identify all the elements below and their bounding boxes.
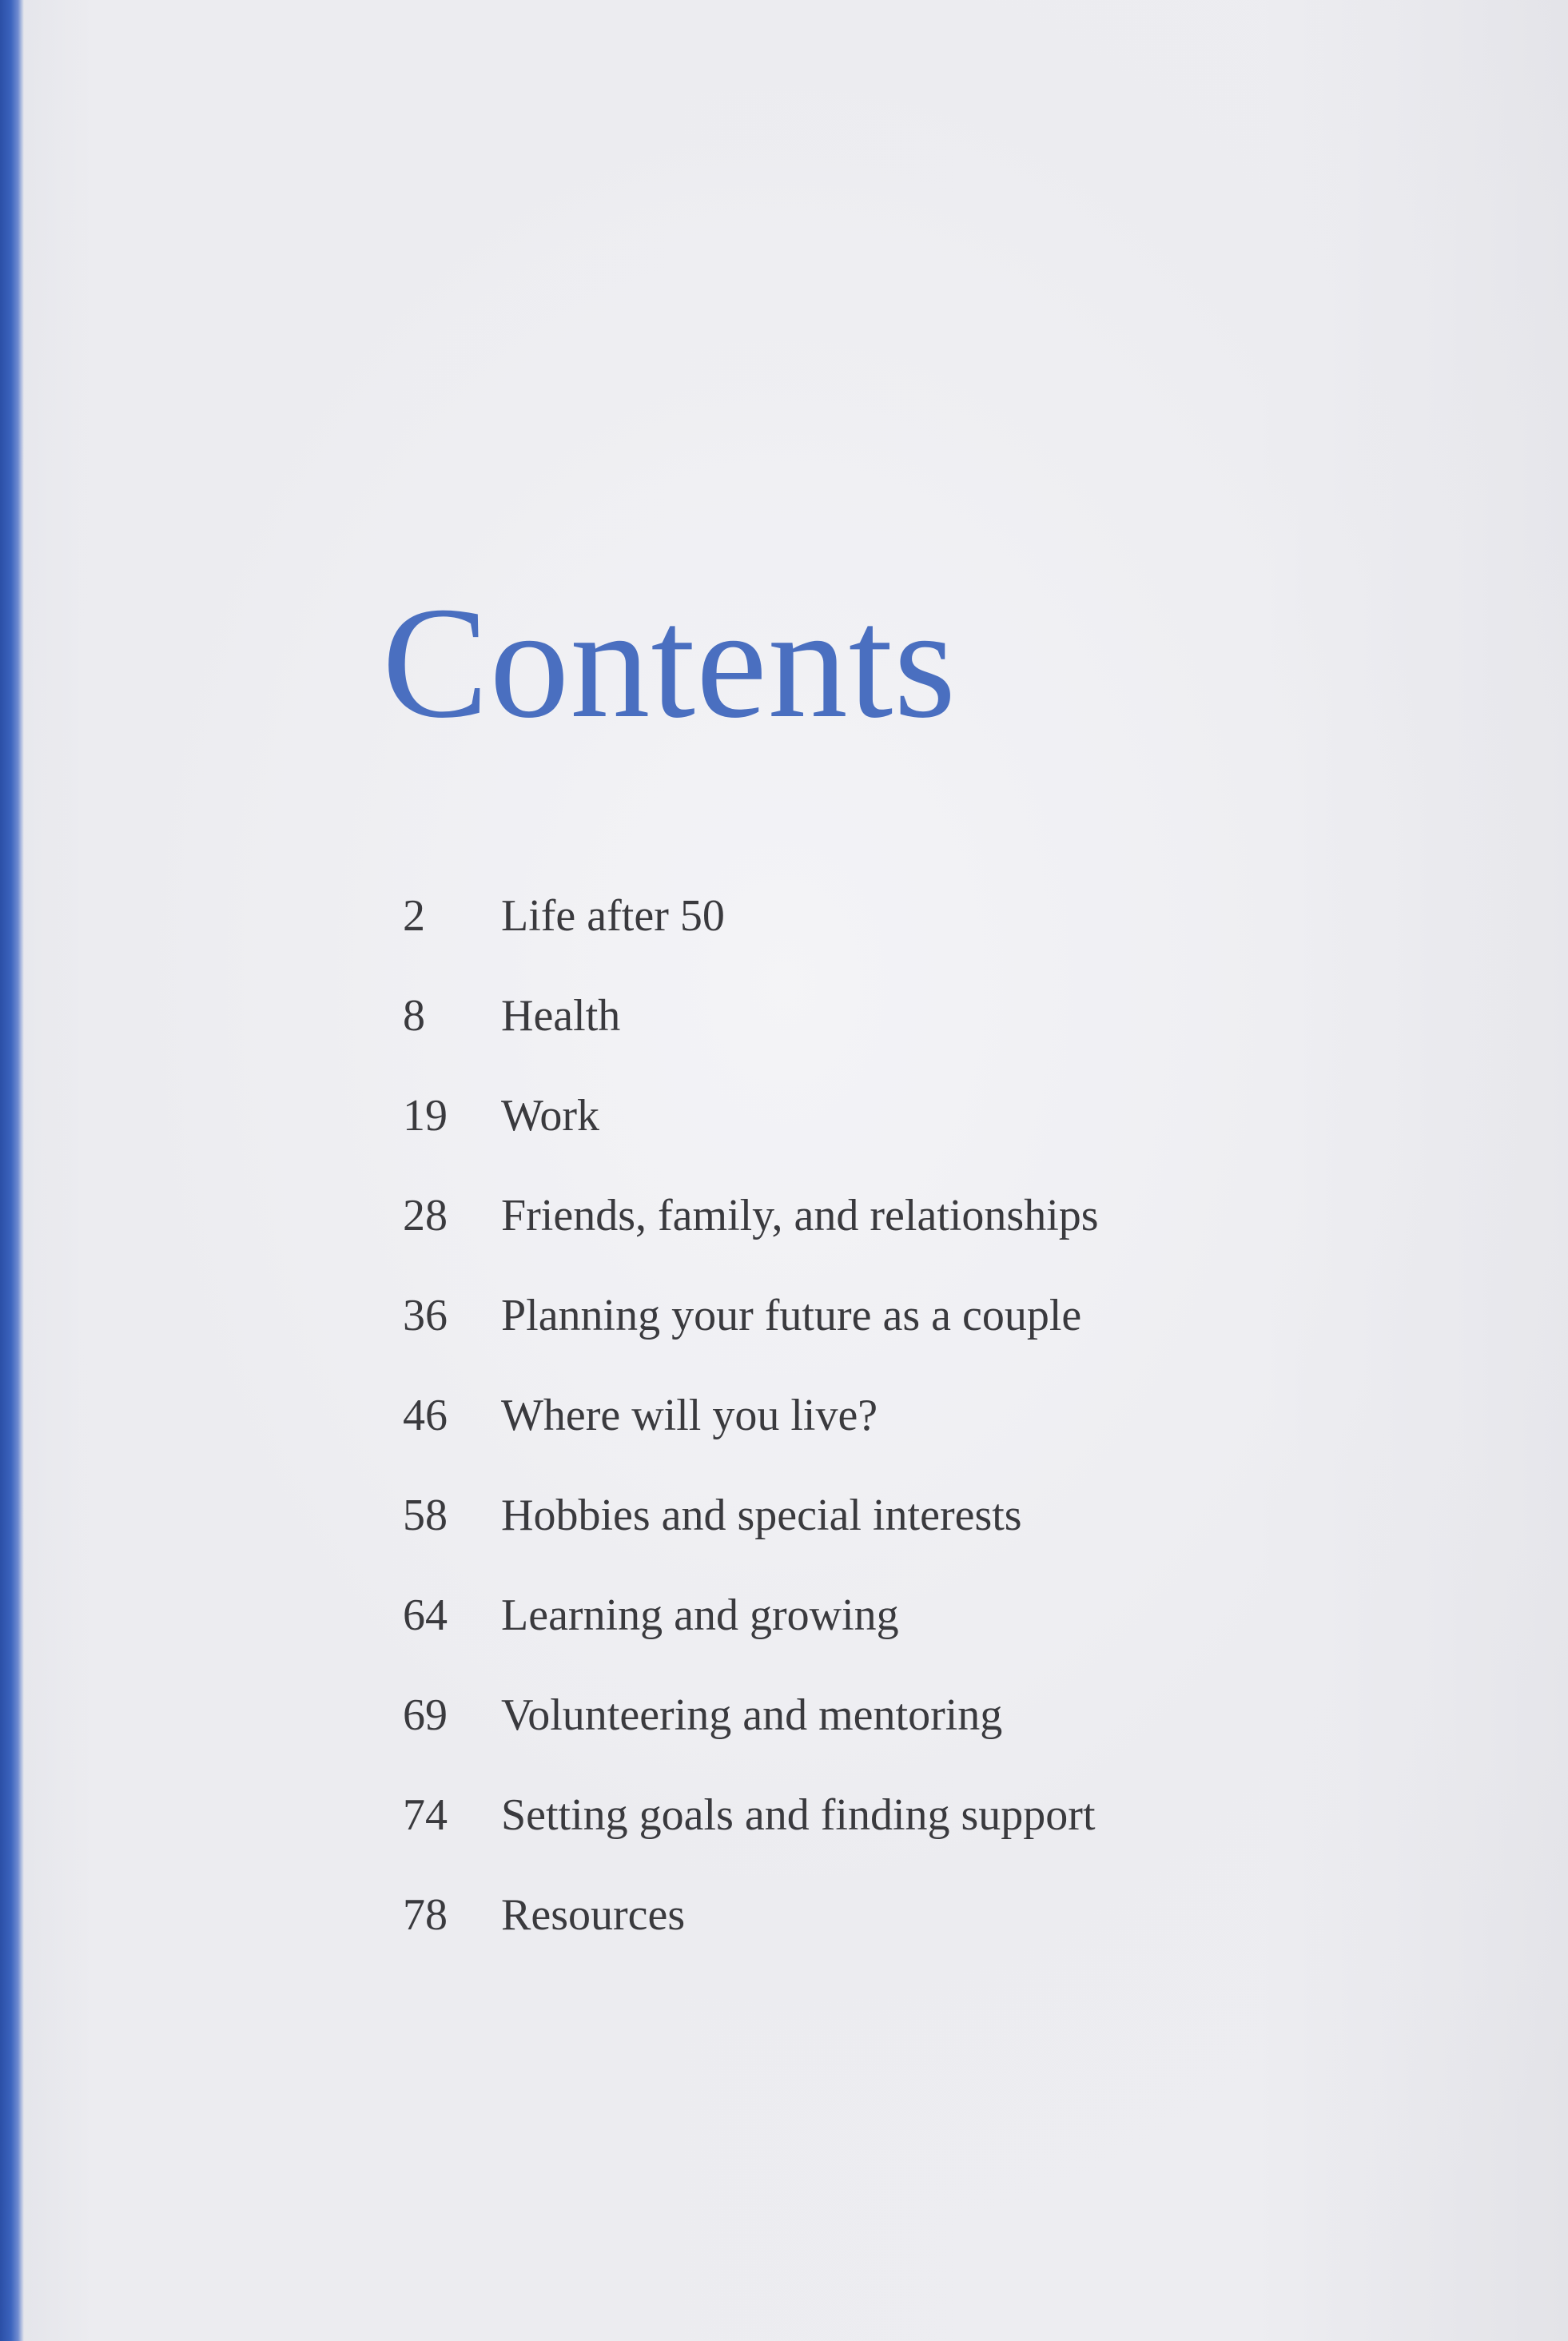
toc-entry [0,984,1199,1048]
toc-page-number: 19 [403,1091,448,1141]
toc-chapter-title: Learning and growing [501,1591,899,1640]
toc-page-number: 74 [403,1790,448,1840]
toc-page-number: 28 [403,1191,448,1240]
book-spine-edge [0,0,24,2341]
toc-chapter-title: Where will you live? [501,1391,878,1440]
toc-entry [0,884,1199,948]
toc-entry [0,1683,1199,1747]
toc-chapter-title: Resources [501,1890,686,1940]
toc-page-number: 64 [403,1591,448,1640]
toc-entry [0,1783,1199,1847]
toc-entry [0,1883,1199,1947]
toc-page-number: 58 [403,1491,448,1540]
toc-chapter-title: Work [501,1091,600,1141]
toc-entry [0,1583,1199,1647]
page-title: Contents [382,575,957,751]
toc-chapter-title: Hobbies and special interests [501,1491,1022,1540]
toc-chapter-title: Volunteering and mentoring [501,1690,1003,1740]
toc-page-number: 46 [403,1391,448,1440]
toc-chapter-title: Life after 50 [501,891,725,941]
toc-entry [0,1084,1199,1148]
toc-chapter-title: Planning your future as a couple [501,1291,1082,1340]
toc-page-number: 36 [403,1291,448,1340]
toc-entry [0,1383,1199,1447]
toc-chapter-title: Setting goals and finding support [501,1790,1096,1840]
toc-chapter-title: Friends, family, and relationships [501,1191,1099,1240]
toc-page-number: 78 [403,1890,448,1940]
toc-chapter-title: Health [501,991,621,1041]
toc-page-number: 2 [403,891,425,941]
toc-page-number: 69 [403,1690,448,1740]
toc-page-number: 8 [403,991,425,1041]
toc-entry [0,1284,1199,1348]
toc-entry [0,1184,1199,1248]
toc-entry [0,1483,1199,1547]
